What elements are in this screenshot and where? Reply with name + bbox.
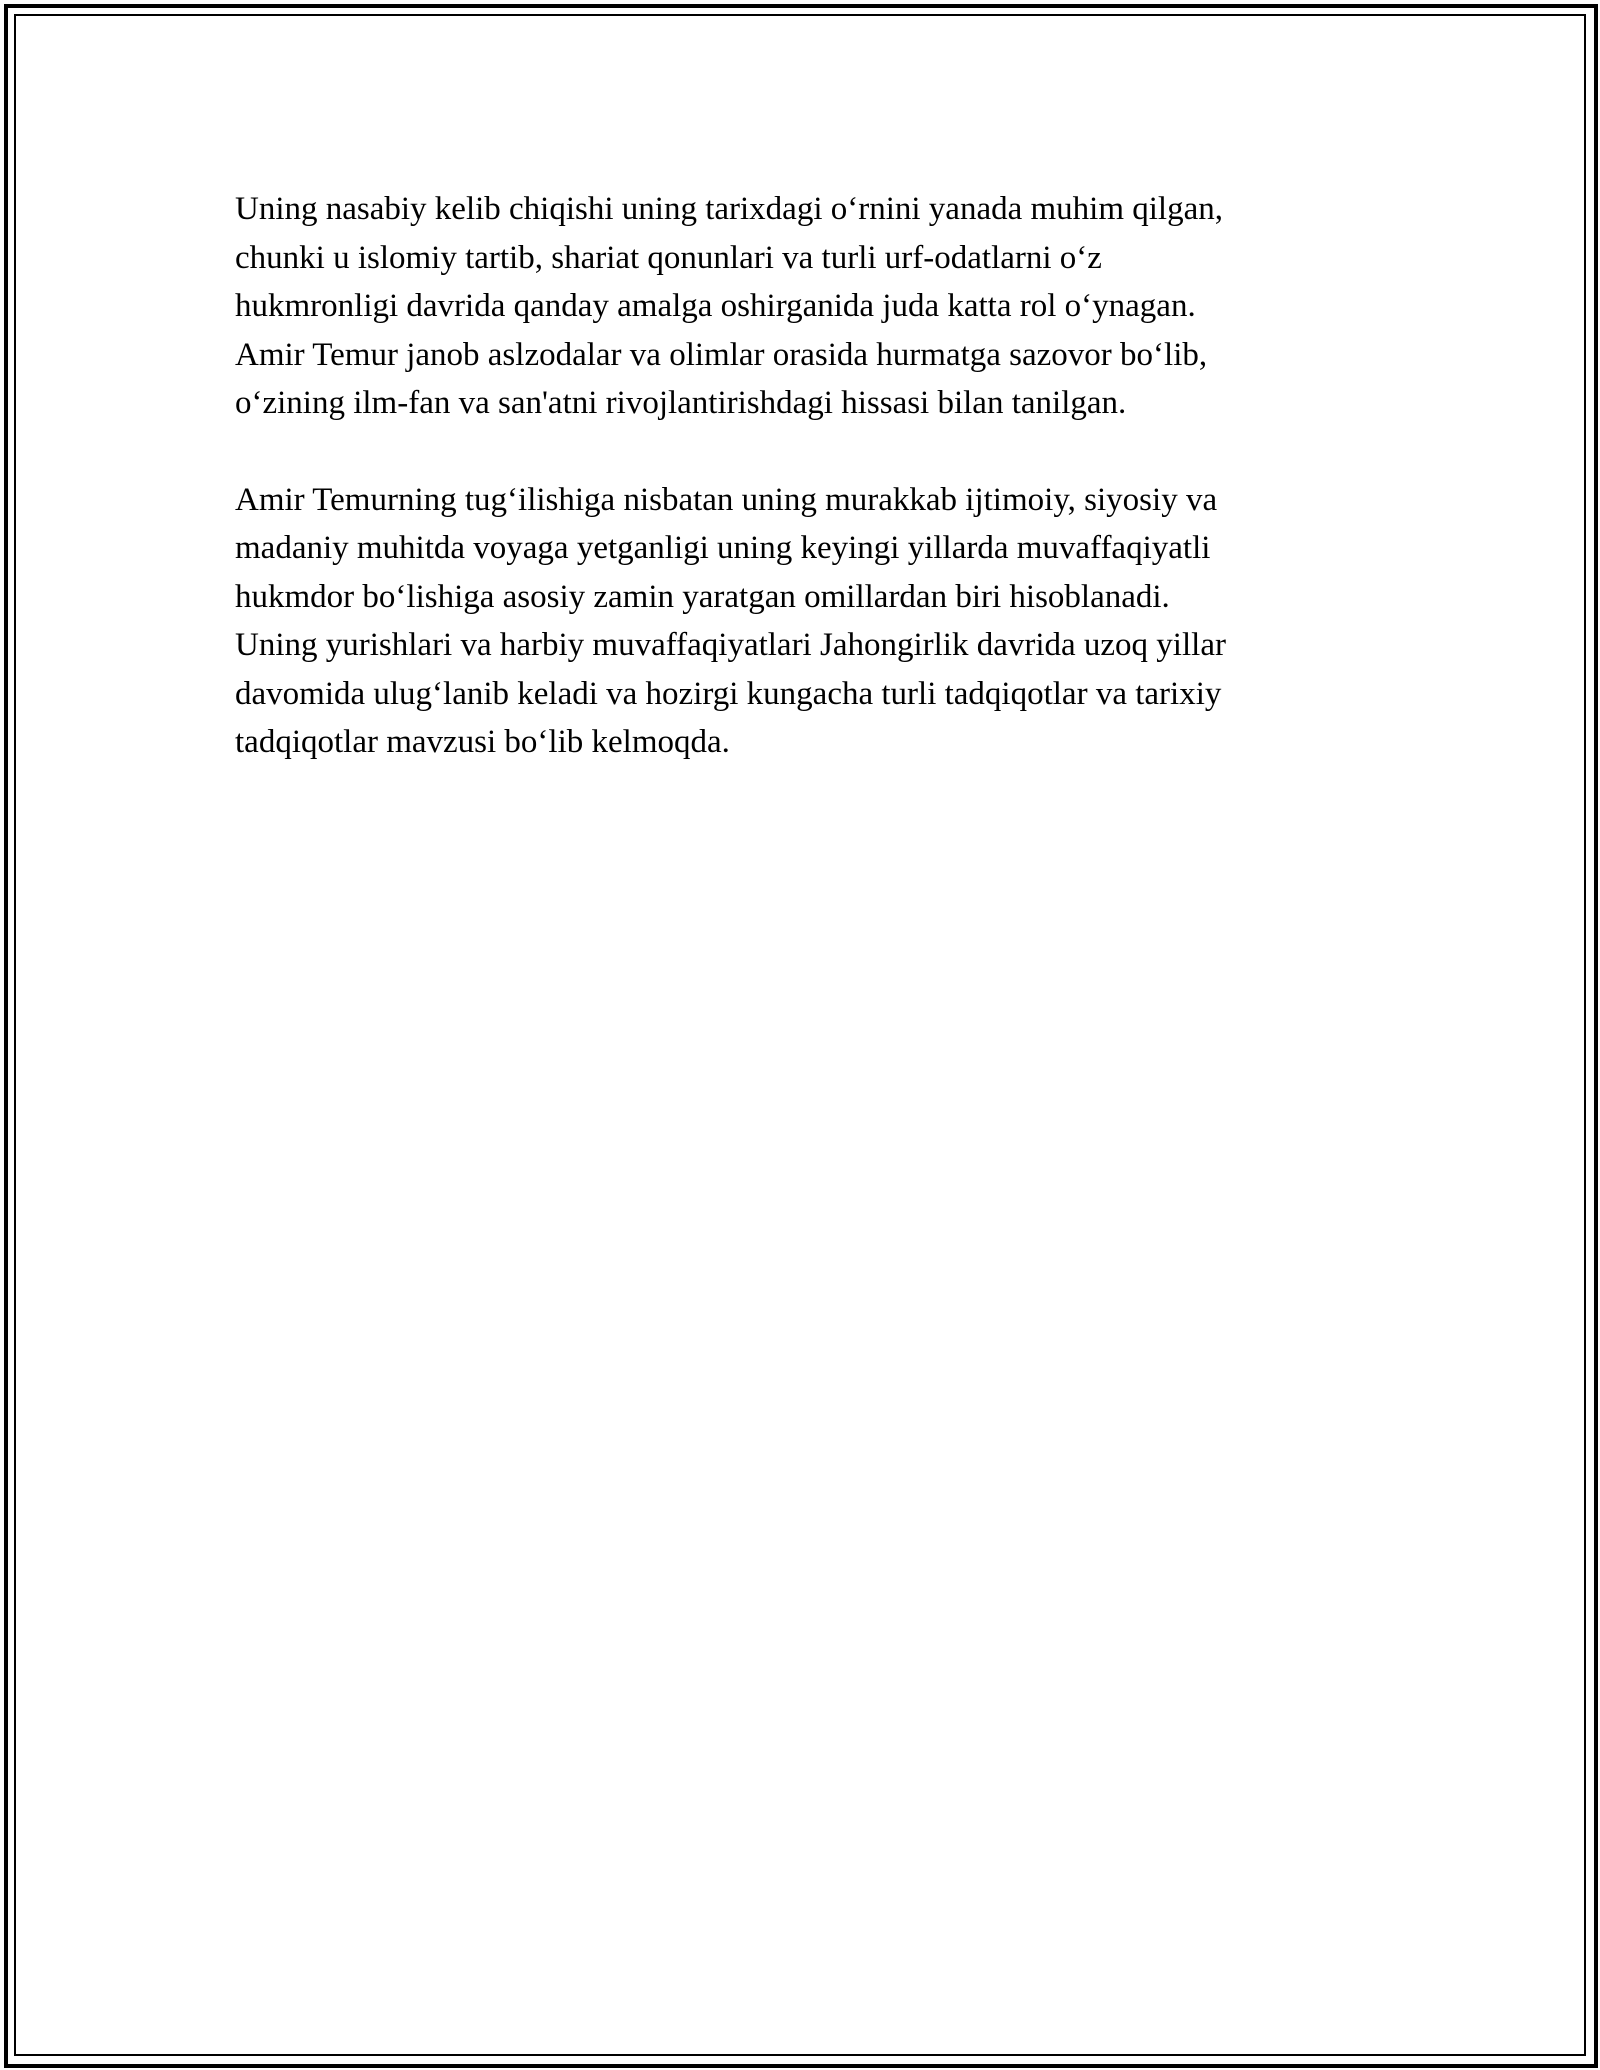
document-body xyxy=(235,185,1375,815)
paragraph-1: Uning nasabiy kelib chiqishi uning tarixdagi o‘rnini yanada muhim qilgan, chunki u islomiy tartib, shariat qonunlari va turli urf-odatlarni o‘z hukmronligi davrida qanday amalga oshirganida juda katta rol o‘ynagan. Amir Temur janob aslzodalar va olimlar orasida hurmatga sazovor bo‘lib, o‘zining ilm-fan va san'atni rivojlantirishdagi hissasi bilan tanilgan. xyxy=(235,191,1223,421)
paragraph-2: Amir Temurning tug‘ilishiga nisbatan uning murakkab ijtimoiy, siyosiy va madaniy muhitda voyaga yetganligi uning keyingi yillarda muvaffaqiyatli hukmdor bo‘lishiga asosiy zamin yaratgan omillardan biri hisoblanadi. Uning yurishlari va harbiy muvaffaqiyatlari Jahongirlik davrida uzoq yillar davomida ulug‘lanib keladi va hozirgi kungacha turli tadqiqotlar va tarixiy tadqiqotlar mavzusi bo‘lib kelmoqda. xyxy=(235,481,1226,760)
